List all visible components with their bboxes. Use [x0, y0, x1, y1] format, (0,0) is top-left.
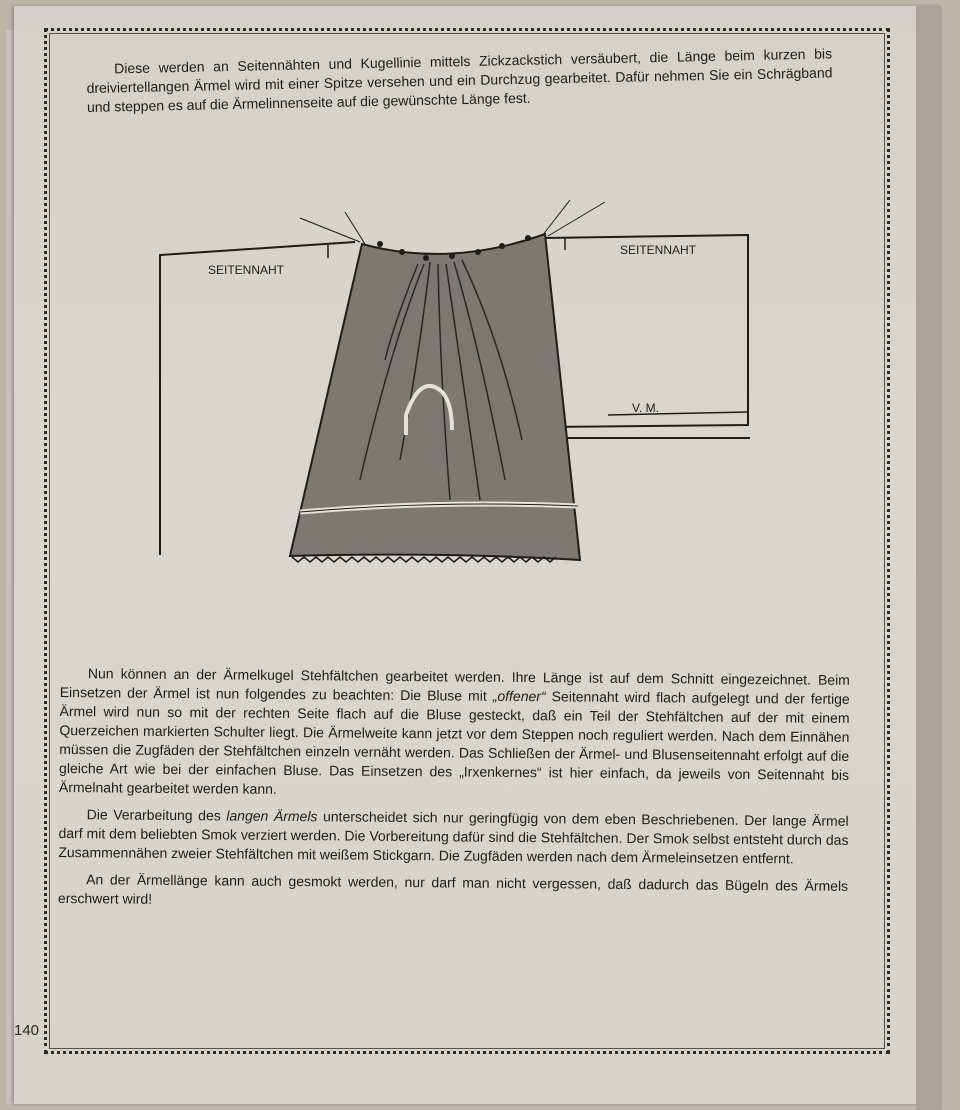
intro-text: Diese werden an Seitennähten und Kugellinie mittels Zickzackstich versäubert, die Länge beim kurzen bis dreiviertellangen Ärmel wird mit einer Spitze versehen und ein Durchzug gearbeitet. Dafür nehmen Sie ein Schrägband und steppen es auf die Ärmelinnenseite auf die gewünschte Länge fest. — [86, 45, 833, 115]
label-seitennaht-right: SEITENNAHT — [620, 243, 697, 257]
label-vm: V. M. — [632, 401, 659, 415]
page-number: 140 — [14, 1022, 40, 1039]
paragraph-2: Die Verarbeitung des langen Ärmels unterscheidet sich nur geringfügig von dem eben Beschriebenen. Der lange Ärmel darf mit dem beliebten Smok verziert werden. Die Vorbereitung dafür sind die Stehfältchen. Der Smok selbst entsteht durch das Zusammennähen zweier Stehfältchen mit weißem Stickgarn. Die Zugfäden werden nach dem Ärmeleinsetzen entfernt. — [58, 806, 849, 867]
page-edge-shadow — [916, 6, 942, 1110]
paragraph-1: Nun können an der Ärmelkugel Stehfältchen gearbeitet werden. Ihre Länge ist auf dem Schnitt eingezeichnet. Beim Einsetzen der Ärmel ist nun folgendes zu beachten: Die Bluse mit „offener“ Seitennaht wird flach aufgelegt und der fertige Ärmel wird nun so mit der rechten Seite flach auf die Bluse gesteckt, daß ein Teil der Stehfältchen auf der mit einem Querzeichen markierten Schulter liegt. Die Ärmelweite kann jetzt vor dem Steppen noch reguliert werden. Nach dem Einnähen müssen die Zugfäden der Stehfältchen einzeln vernäht werden. Das Schließen der Ärmel- und Blusenseitennaht erfolgt auf die gleiche Art wie bei der einfachen Bluse. Das Einsetzen des „Irxenkernes“ ist hier einfach, da jeweils von Seitennaht bis Ärmelnaht gearbeitet werden kann. — [58, 665, 850, 797]
body-text — [58, 664, 850, 923]
sleeve-pattern-illustration — [150, 200, 770, 580]
paragraph-3: An der Ärmellänge kann auch gesmokt werden, nur darf man nicht vergessen, daß dadurch das Bügeln des Ärmels erschwert wird! — [57, 871, 849, 907]
label-seitennaht-left: SEITENNAHT — [208, 263, 285, 277]
